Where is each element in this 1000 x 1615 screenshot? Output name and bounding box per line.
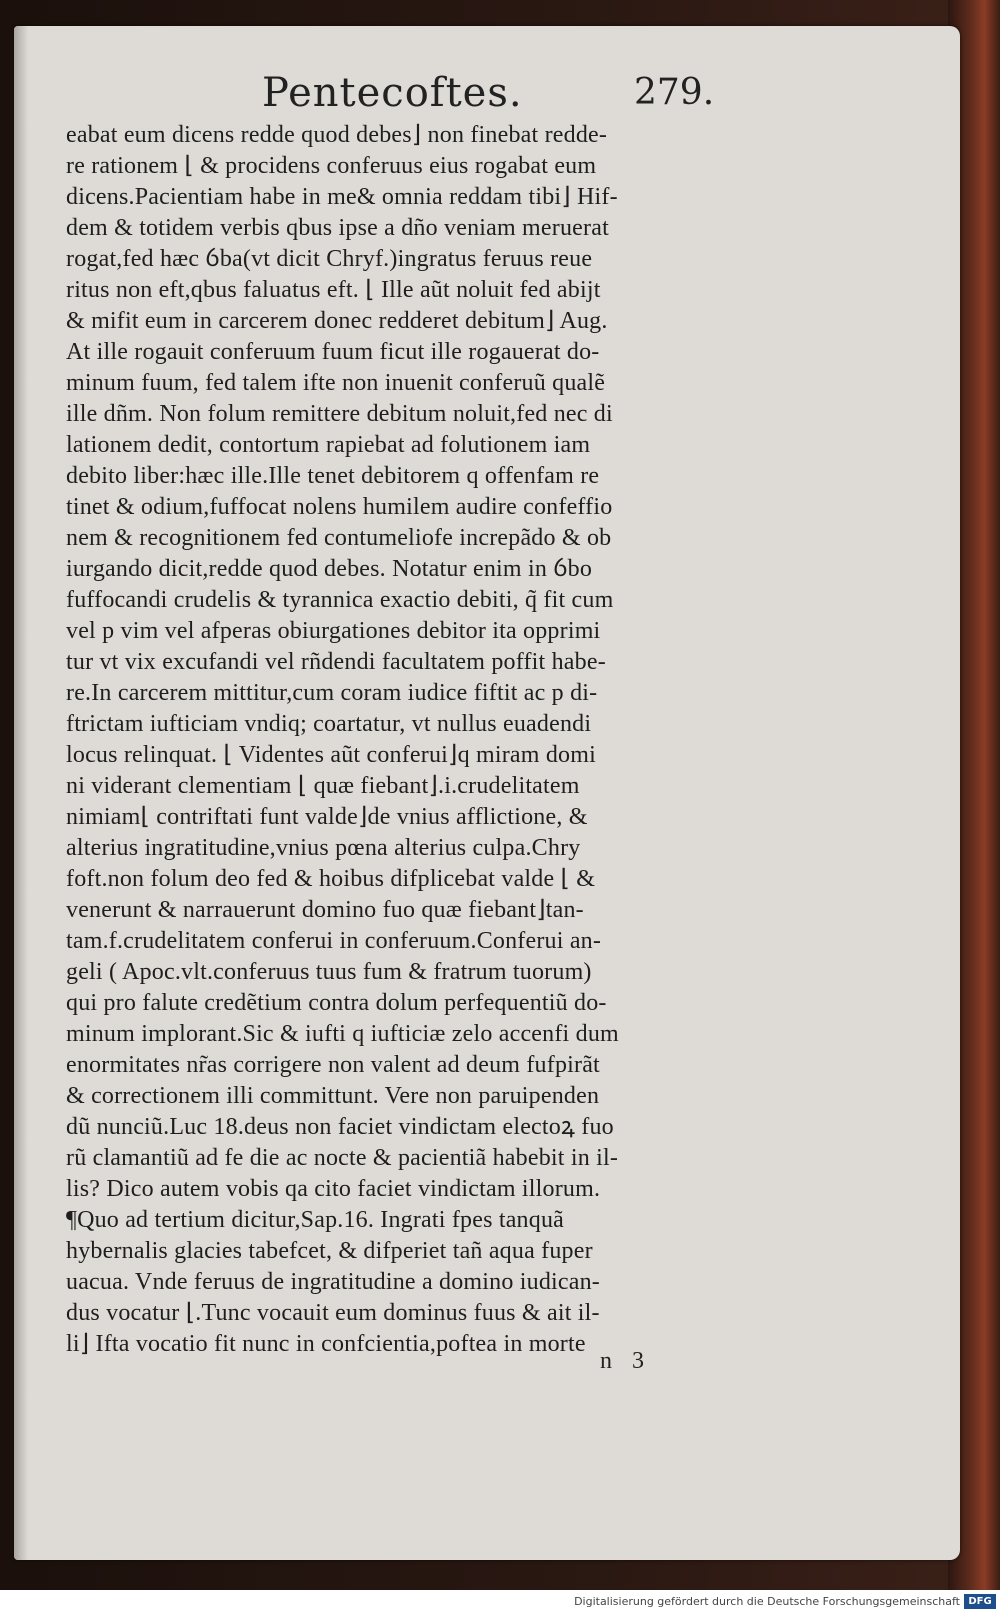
text-line: foft.non folum deo fed & hoibus difplicebat valde ⌊ &: [66, 866, 596, 892]
text-line: fuffocandi crudelis & tyrannica exactio debiti, q̃ fit cum: [66, 587, 614, 613]
text-line: nem & recognitionem fed contumeliofe increpãdo & ob: [66, 525, 612, 551]
text-line: ¶Quo ad tertium dicitur,Sap.16. Ingrati fpes tanquã: [66, 1207, 564, 1233]
text-line: geli ( Apoc.vlt.conferuus tuus fum & fratrum tuorum): [66, 959, 592, 985]
text-line: & correctionem illi committunt. Vere non paruipenden: [66, 1083, 600, 1109]
text-line: minum implorant.Sic & iufti q iufticiæ zelo accenfi dum: [66, 1021, 619, 1047]
text-line: alterius ingratitudine,vnius pœna alterius culpa.Chry: [66, 835, 581, 861]
book-page: [14, 26, 960, 1560]
funding-credit: Digitalisierung gefördert durch die Deutsche Forschungsgemeinschaft: [574, 1595, 960, 1608]
text-line: dũ nunciũ.Luc 18.deus non faciet vindictam electoꝝ fuo: [66, 1114, 614, 1140]
text-line: li⌋ Ifta vocatio fit nunc in confcientia,poftea in morte: [66, 1331, 586, 1357]
signature-mark: n 3: [600, 1348, 644, 1374]
page-number: 279.: [634, 72, 715, 113]
text-line: At ille rogauit conferuum fuum ficut ille rogauerat do-: [66, 339, 600, 365]
text-line: rũ clamantiũ ad fe die ac nocte & pacientiã habebit in il-: [66, 1145, 619, 1171]
text-line: re rationem ⌊ & procidens conferuus eius rogabat eum: [66, 153, 597, 179]
text-line: rogat,fed hæc ỽba(vt dicit Chryf.)ingratus feruus reue: [66, 246, 593, 272]
text-line: ille dñm. Non folum remittere debitum noluit,fed nec di: [66, 401, 613, 427]
text-line: dus vocatur ⌊.Tunc vocauit eum dominus fuus & ait il-: [66, 1300, 600, 1326]
text-block: [66, 120, 766, 1360]
text-line: ni viderant clementiam ⌊ quæ fiebant⌋.i.crudelitatem: [66, 773, 580, 799]
text-line: enormitates nr̃as corrigere non valent ad deum fufpirãt: [66, 1052, 600, 1078]
text-line: dem & totidem verbis qbus ipse a dño veniam meruerat: [66, 215, 609, 241]
text-line: minum fuum, fed talem ifte non inuenit conferuũ qualẽ: [66, 370, 606, 396]
text-line: nimiam⌊ contriftati funt valde⌋de vnius afflictione, &: [66, 804, 588, 830]
text-line: vel p vim vel afperas obiurgationes debitor ita opprimi: [66, 618, 601, 644]
text-line: qui pro falute credẽtium contra dolum perfequentiũ do-: [66, 990, 607, 1016]
text-line: hybernalis glacies tabefcet, & difperiet tañ aqua fuper: [66, 1238, 593, 1264]
text-line: dicens.Pacientiam habe in me& omnia reddam tibi⌋ Hif-: [66, 184, 618, 210]
text-line: ftrictam iufticiam vndiq; coartatur, vt nullus euadendi: [66, 711, 592, 737]
text-line: ritus non eft,qbus faluatus eft. ⌊ Ille aũt noluit fed abijt: [66, 277, 601, 303]
text-line: re.In carcerem mittitur,cum coram iudice fiftit ac p di-: [66, 680, 598, 706]
text-line: venerunt & narrauerunt domino fuo quæ fiebant⌋tan-: [66, 897, 584, 923]
text-line: uacua. Vnde feruus de ingratitudine a domino iudican-: [66, 1269, 600, 1295]
text-line: iurgando dicit,redde quod debes. Notatur enim in ỽbo: [66, 556, 593, 582]
text-line: locus relinquat. ⌊ Videntes aũt conferui⌋q miram domi: [66, 742, 596, 768]
text-line: tinet & odium,fuffocat nolens humilem audire confeffio: [66, 494, 613, 520]
text-line: tam.f.crudelitatem conferui in conferuum.Conferui an-: [66, 928, 602, 954]
text-line: lationem dedit, contortum rapiebat ad folutionem iam: [66, 432, 591, 458]
footer-bar: [0, 1590, 1000, 1615]
running-title: Pentecoftes.: [262, 70, 523, 116]
dfg-logo: DFG: [964, 1594, 996, 1609]
text-line: & mifit eum in carcerem donec redderet debitum⌋ Aug.: [66, 308, 608, 334]
text-line: eabat eum dicens redde quod debes⌋ non finebat redde-: [66, 122, 608, 148]
text-line: lis? Dico autem vobis qa cito faciet vindictam illorum.: [66, 1176, 601, 1202]
text-line: debito liber:hæc ille.Ille tenet debitorem q offenfam re: [66, 463, 600, 489]
text-line: tur vt vix excufandi vel rñdendi facultatem poffit habe-: [66, 649, 606, 675]
